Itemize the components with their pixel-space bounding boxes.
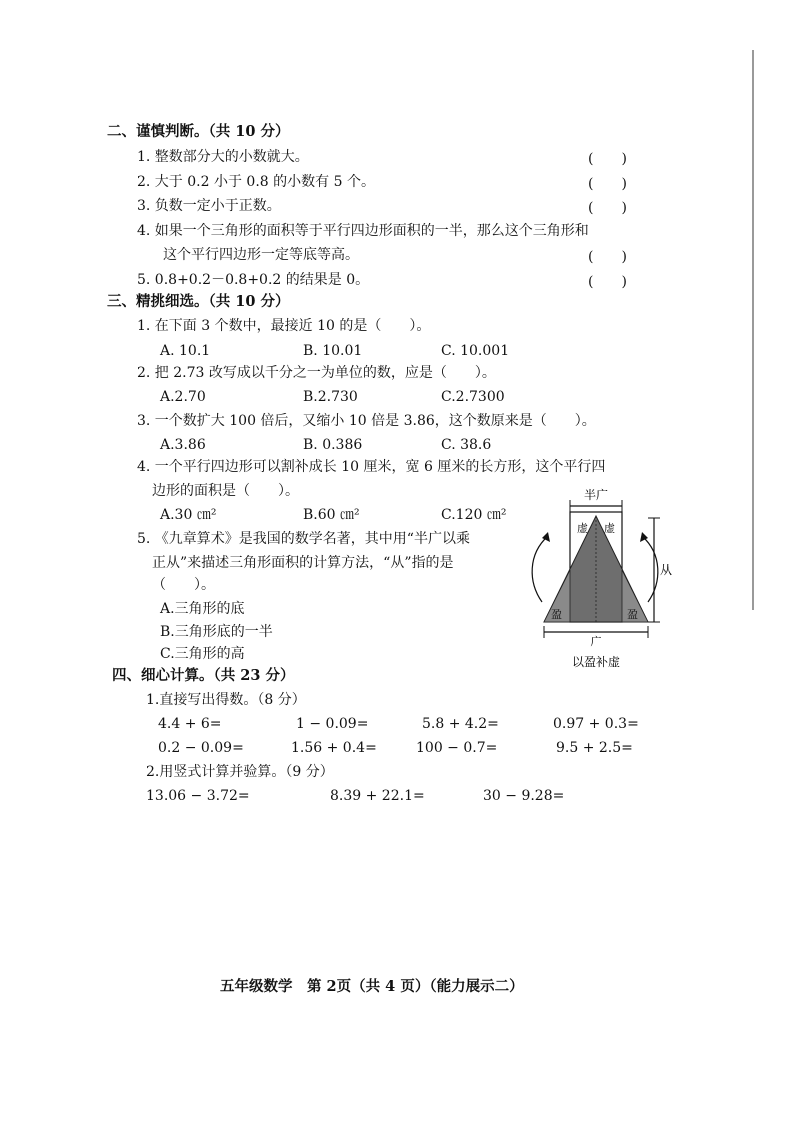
choice-q4-c: C.120 ㎝² [441,507,507,523]
page-footer: 五年级数学 第 2页（共 4 页）（能力展示二） [220,978,524,995]
choice-q5-b: B.三角形底的一半 [160,624,273,640]
judge-item-2: 2. 大于 0.2 小于 0.8 的小数有 5 个。 [137,174,375,190]
oral-calc-4: 0.97 + 0.3= [553,716,639,732]
choice-q3-b: B. 0.386 [303,437,363,453]
oral-calc-6: 1.56 + 0.4= [291,740,377,756]
choice-q1-b: B. 10.01 [303,343,363,359]
choice-q5-a: A.三角形的底 [160,601,245,617]
oral-calc-5: 0.2 − 0.09= [158,740,244,756]
vertical-calc-1: 13.06 − 3.72= [146,788,250,804]
xu-left-label: 虚 [577,522,588,535]
section4-title: 四、细心计算。（共 23 分） [112,667,295,684]
oral-calc-3: 5.8 + 4.2= [422,716,499,732]
calc-sub1-title: 1.直接写出得数。（8 分） [146,692,306,708]
judge-item-4: 4. 如果一个三角形的面积等于平行四边形面积的一半，那么这个三角形和 [137,223,589,239]
scan-edge-line [752,50,754,610]
ying-left-label: 盈 [551,608,562,621]
judge-blank-2[interactable]: ( ) [588,176,627,192]
vertical-calc-2: 8.39 + 22.1= [330,788,425,804]
triangle-figure [520,482,673,674]
ying-right-label: 盈 [627,608,638,621]
choice-q5-c: C.三角形的高 [160,646,245,662]
choice-q4-cont: 边形的面积是（ ）。 [152,483,299,499]
height-label: 从 [660,563,673,577]
oral-calc-8: 9.5 + 2.5= [556,740,633,756]
choice-q3: 3. 一个数扩大 100 倍后，又缩小 10 倍是 3.86，这个数原来是（ ）。 [137,413,596,429]
section2-title: 二、谨慎判断。（共 10 分） [107,123,290,140]
judge-item-4-cont: 这个平行四边形一定等底等高。 [163,247,359,263]
judge-blank-5[interactable]: ( ) [588,274,627,290]
judge-blank-4[interactable]: ( ) [588,249,627,265]
judge-blank-1[interactable]: ( ) [588,151,627,167]
choice-q2-a: A.2.70 [160,389,206,405]
choice-q2: 2. 把 2.73 改写成以千分之一为单位的数，应是（ ）。 [137,365,496,381]
choice-q2-b: B.2.730 [303,389,358,405]
base-label: 广 [590,635,602,648]
judge-item-1: 1. 整数部分大的小数就大。 [137,149,309,165]
choice-q5-cont: 正从”来描述三角形面积的计算方法，“从”指的是 [152,555,454,571]
vertical-calc-3: 30 − 9.28= [483,788,565,804]
half-base-label: 半广 [583,488,609,502]
judge-item-5: 5. 0.8+0.2－0.8+0.2 的结果是 0。 [137,272,370,288]
calc-sub2-title: 2.用竖式计算并验算。（9 分） [146,764,334,780]
choice-q4-b: B.60 ㎝² [303,507,360,523]
choice-q2-c: C.2.7300 [441,389,505,405]
choice-q5: 5. 《九章算术》是我国的数学名著，其中用“半广以乘 [137,531,470,547]
choice-q3-a: A.3.86 [160,437,206,453]
oral-calc-7: 100 − 0.7= [416,740,498,756]
choice-q1-a: A. 10.1 [160,343,211,359]
judge-item-3: 3. 负数一定小于正数。 [137,198,281,214]
left-curved-arrow [532,536,548,602]
figure-caption: 以盈补虚 [571,655,621,669]
choice-q4: 4. 一个平行四边形可以割补成长 10 厘米，宽 6 厘米的长方形，这个平行四 [137,459,606,475]
choice-q3-c: C. 38.6 [441,437,492,453]
oral-calc-2: 1 − 0.09= [296,716,369,732]
choice-q1: 1. 在下面 3 个数中，最接近 10 的是（ ）。 [137,318,431,334]
choice-q1-c: C. 10.001 [441,343,510,359]
right-curved-arrow [642,536,658,602]
choice-q4-a: A.30 ㎝² [160,507,217,523]
oral-calc-1: 4.4 + 6= [158,716,222,732]
xu-right-label: 虚 [604,522,615,535]
choice-q5-blank: （ ）。 [152,577,215,593]
judge-blank-3[interactable]: ( ) [588,200,627,216]
section3-title: 三、精挑细选。（共 10 分） [107,293,290,310]
